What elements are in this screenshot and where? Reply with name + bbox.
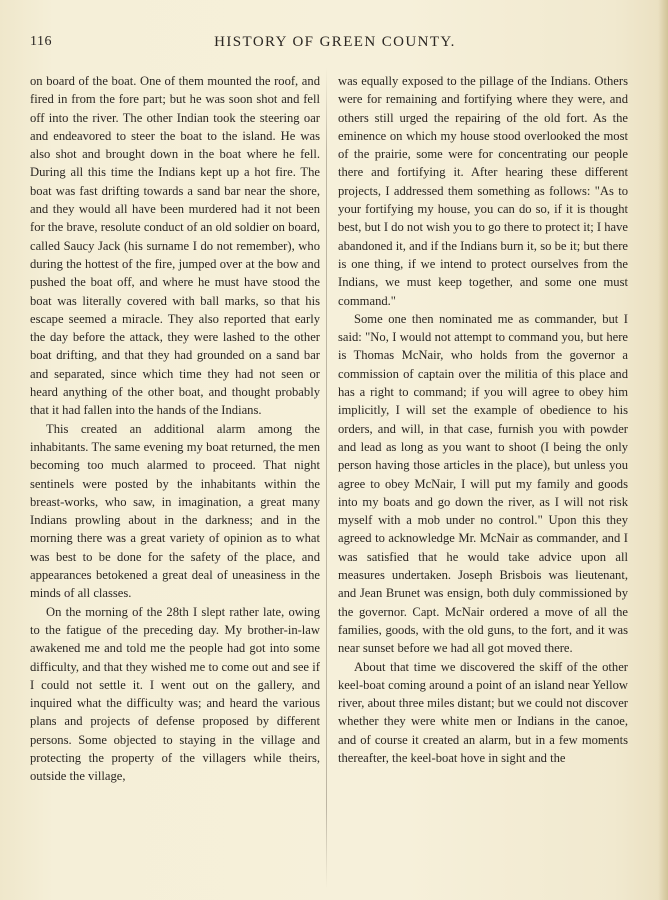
- left-column: [30, 72, 320, 786]
- column-divider: [326, 68, 327, 888]
- paragraph: on board of the boat. One of them mounted the roof, and fired in from the fore part; but he was soon shot and fell off into the river. The other Indian took the steering oar and endeavored to steer the boat to the island. He was also shot and brought down in the boat where he fell. During all this time the Indians kept up a hot fire. The boat was fast drifting towards a sand bar near the shore, and they would all have been murdered had it not been for the brave, resolute conduct of an old soldier on board, called Saucy Jack (his surname I do not remember), who during the hottest of the fire, jumped over at the bow and pushed the boat off, and where he must have stood the boat was literally covered with ball marks, so that his escape seemed a miracle. They also reported that early the day before the attack, they were lashed to the other boat drifting, and that they had grounded on a sand bar and separated, since which time they had not seen or heard anything of the other boat, and thought probably that it had fallen into the hands of the Indians.: [30, 74, 320, 418]
- paragraph: About that time we discovered the skiff of the other keel-boat coming around a point of an island near Yellow river, about three miles distant; but we could not discover whether they were white men or Indians in the canoe, and of course it created an alarm, but in a few moments thereafter, the keel-boat hove in sight and the: [338, 659, 628, 765]
- page-edge-shadow: [658, 0, 668, 900]
- right-column: [338, 72, 628, 767]
- page-number: 116: [30, 34, 52, 49]
- paragraph: was equally exposed to the pillage of the Indians. Others were for remaining and fortifying where they were, and others still urged the repairing of the old fort. As the eminence on which my house stood overlooked the most of the prairie, some were for concentrating our people there and fortifying it. After hearing these different projects, I addressed them something as follows: "As to your fortifying my house, you can do so, if it is thought best, but I do not wish you to go there to protect it; I have abandoned it, and if the Indians burn it, so be it; but there is one thing, if we intend to protect ourselves from the Indians, we must keep together, and some one must command.": [338, 74, 628, 308]
- page-header: [30, 34, 640, 58]
- paragraph: Some one then nominated me as commander, but I said: "No, I would not attempt to command you, but here is Thomas McNair, who holds from the governor a commission of captain over the militia of this place and has a right to command; if you will agree to obey him implicitly, I will set the example of obedience to his orders, and will, in that case, furnish you with powder and lead as long as you want to shoot (I being the only person having those articles in the place), but unless you agree to obey McNair, I will put my family and goods into my boats and go down the river, as I will not risk myself with a mob under no control." Upon this they agreed to acknowledge Mr. McNair as commander, and I was satisfied that he would take advice upon all measures undertaken. Joseph Brisbois was lieutenant, and Jean Brunet was ensign, both duly commissioned by the governor. Capt. McNair ordered a move of all the families, goods, with the old guns, to the fort, and it was near sunset before we had all got moved there.: [338, 311, 628, 656]
- running-title: HISTORY OF GREEN COUNTY.: [214, 34, 456, 50]
- paragraph: This created an additional alarm among the inhabitants. The same evening my boat returned, the men becoming too much alarmed to proceed. That night sentinels were posted by the inhabitants within the breast-works, who saw, in imagination, a great many Indians prowling about in the darkness; and in the morning there was a great variety of opinion as to what was best to be done for the safety of the place, and appearances betokened a great deal of uneasiness in the minds of all classes.: [30, 421, 320, 601]
- paragraph: On the morning of the 28th I slept rather late, owing to the fatigue of the preceding day. My brother-in-law awakened me and told me the people had got into some difficulty, and that they wished me to come out and see if I could not settle it. I went out on the gallery, and inquired what the difficulty was; and heard the various plans and projects of defense proposed by different persons. Some objected to staying in the village and protecting the property of the villagers while theirs, outside the village,: [30, 604, 320, 784]
